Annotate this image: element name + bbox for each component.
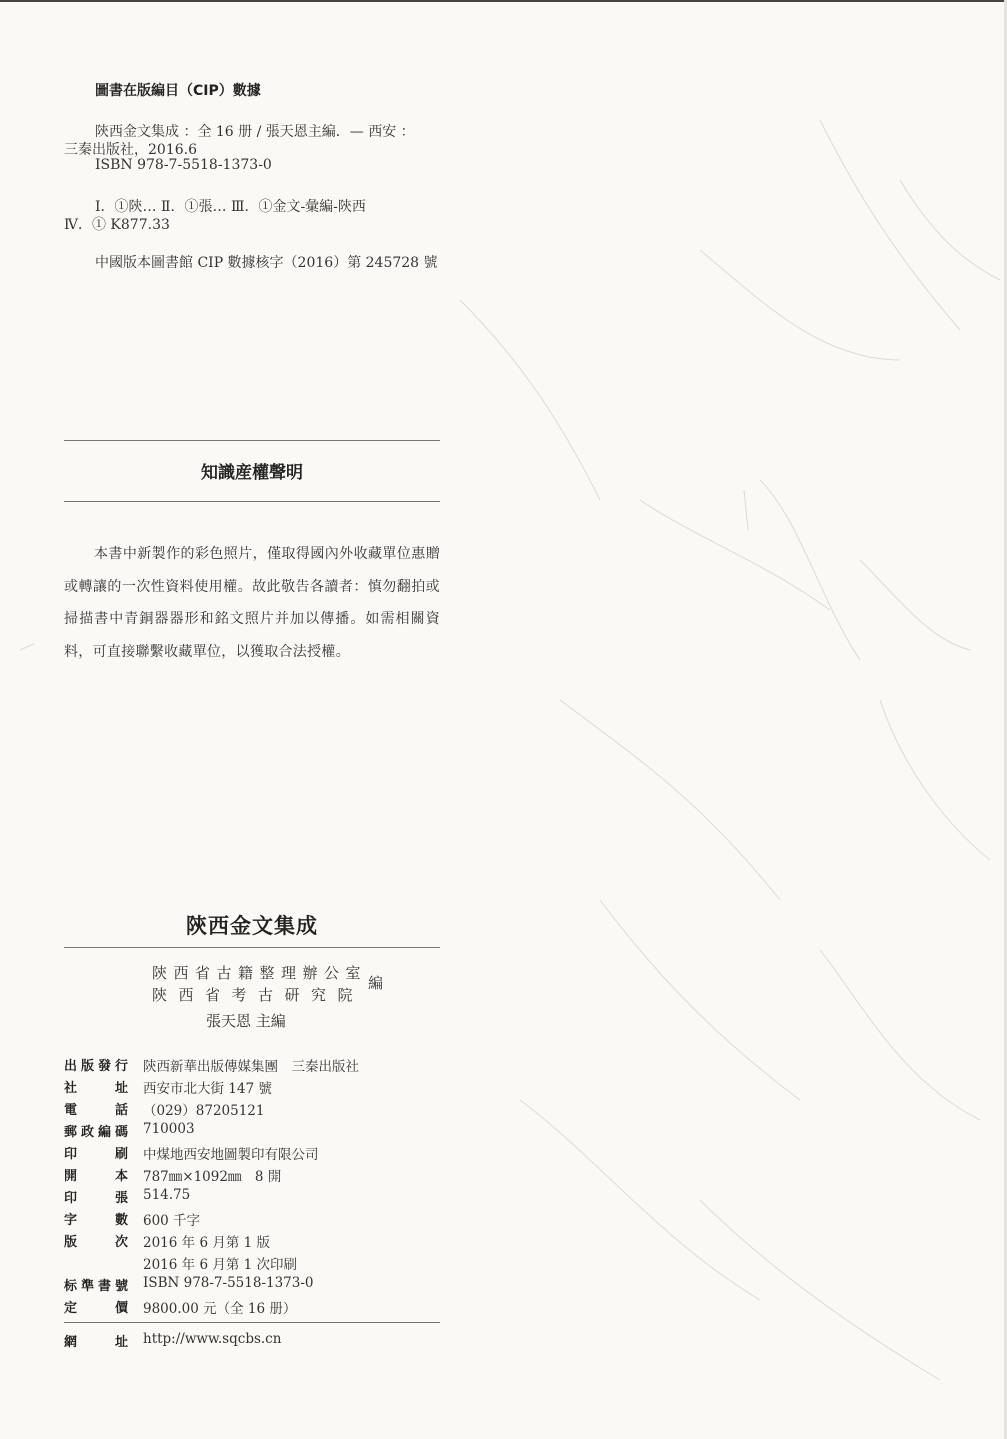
- cip-title-line: 陝西金文集成 ：全 16 册 / 張天恩主編．— 西安 ：: [95, 124, 415, 140]
- compiled-by-label: 編: [368, 974, 384, 992]
- info-label: 社址: [64, 1081, 128, 1096]
- info-label: 印張: [64, 1191, 128, 1206]
- notice-title: 知識産權聲明: [201, 463, 303, 483]
- notice-bottom-rule: [64, 501, 440, 502]
- info-label: 郵政編碼: [64, 1125, 128, 1140]
- info-value: 2016 年 6 月第 1 次印刷: [143, 1257, 297, 1273]
- info-value: （029）87205121: [143, 1103, 265, 1119]
- info-label: 電話: [64, 1103, 128, 1118]
- info-value: 600 千字: [143, 1213, 201, 1229]
- org-name-2: 陝西省考古研究院: [152, 986, 365, 1004]
- info-label: 網址: [64, 1335, 128, 1350]
- cip-publisher-line: 三秦出版社，2016.6: [64, 142, 197, 158]
- cip-record-number-line: 中國版本圖書館 CIP 數據核字（2016）第 245728 號: [95, 255, 438, 271]
- info-label: 版次: [64, 1235, 128, 1250]
- info-value: 陝西新華出版傳媒集團 三秦出版社: [143, 1059, 359, 1075]
- info-value: 787㎜×1092㎜ 8 開: [143, 1169, 282, 1185]
- info-label: 出版發行: [64, 1059, 128, 1074]
- info-value: 中煤地西安地圖製印有限公司: [143, 1147, 319, 1163]
- notice-top-rule: [64, 440, 440, 441]
- cip-heading: 圖書在版編目（CIP）數據: [95, 83, 261, 99]
- info-label: 印刷: [64, 1147, 128, 1162]
- info-value: 9800.00 元（全 16 册）: [143, 1301, 297, 1317]
- info-value: 514.75: [143, 1187, 191, 1203]
- info-value: ISBN 978-7-5518-1373-0: [143, 1275, 314, 1291]
- info-label: 開本: [64, 1169, 128, 1184]
- org-name-1: 陝西省古籍整理辦公室: [152, 964, 368, 982]
- cip-class-number-line: Ⅳ．① K877.33: [64, 217, 170, 233]
- cip-isbn-line: ISBN 978-7-5518-1373-0: [95, 157, 272, 173]
- website-rule: [64, 1322, 440, 1323]
- chief-editor: 張天恩 主編: [206, 1012, 286, 1030]
- info-label: 标準書號: [64, 1279, 128, 1294]
- info-label: 定價: [64, 1301, 128, 1316]
- colophon-title-rule: [64, 947, 440, 948]
- book-title: 陝西金文集成: [186, 913, 318, 938]
- notice-body: 本書中新製作的彩色照片，僅取得國內外收藏單位惠贈或轉讓的一次性資料使用權。故此敬告各讀者：慎勿翻拍或掃描書中青銅器器形和銘文照片并加以傳播。如需相關資料，可直接聯繫收藏單位，以獲取合法授權。: [64, 546, 440, 660]
- info-value: 2016 年 6 月第 1 版: [143, 1235, 270, 1251]
- info-label: 字數: [64, 1213, 128, 1228]
- info-value: 710003: [143, 1121, 195, 1137]
- website-url: http://www.sqcbs.cn: [143, 1331, 282, 1347]
- info-value: 西安市北大街 147 號: [143, 1081, 272, 1097]
- cip-classification-line: Ⅰ．①陝… Ⅱ．①張… Ⅲ．①金文-彙編-陝西: [95, 199, 366, 215]
